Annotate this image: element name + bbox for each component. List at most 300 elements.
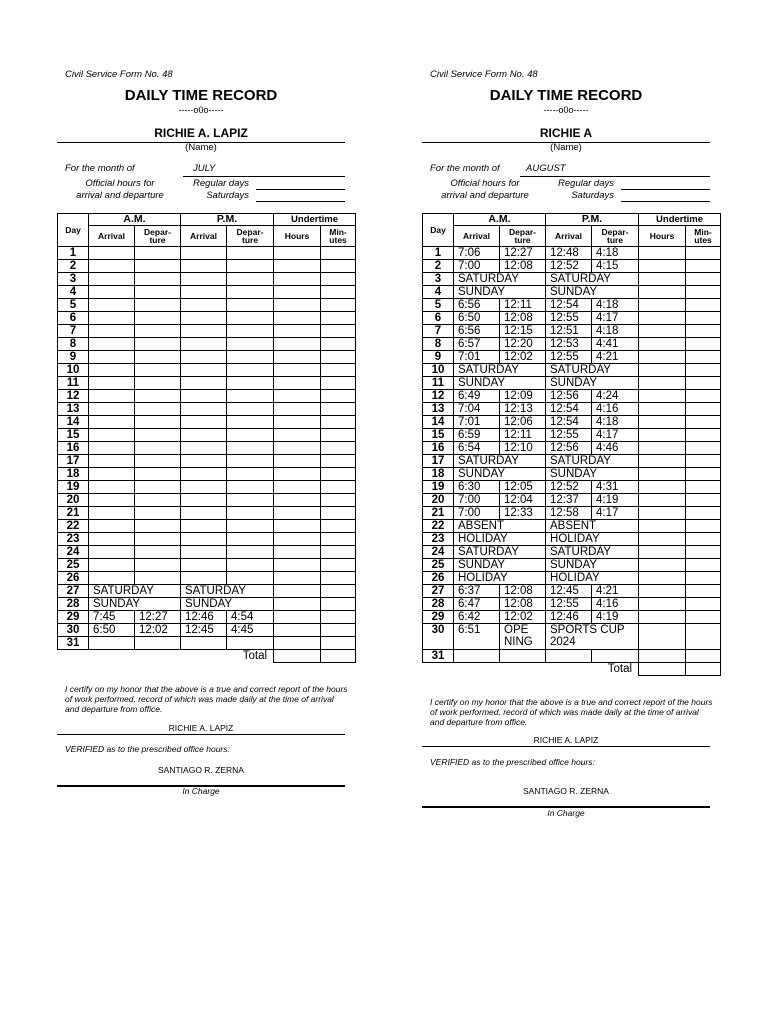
am-departure (135, 364, 181, 377)
am-arrival (89, 273, 135, 286)
am-departure: 12:10 (500, 442, 546, 455)
am-departure (135, 572, 181, 585)
am-departure (135, 559, 181, 572)
pm-arrival: 12:45 (546, 585, 592, 598)
pm-arrival: 12:48 (546, 247, 592, 260)
pm-remark: SUNDAY (546, 377, 639, 390)
undertime-minutes (686, 338, 721, 351)
table-row (423, 559, 721, 572)
table-row (58, 637, 356, 650)
am-departure (135, 286, 181, 299)
am-departure: 12:27 (500, 247, 546, 260)
table-row (58, 507, 356, 520)
table-row (423, 650, 721, 663)
undertime-hours (639, 559, 686, 572)
day-number: 24 (423, 546, 454, 559)
pm-arrival (181, 455, 227, 468)
name-caption: (Name) (550, 142, 582, 153)
table-row (423, 468, 721, 481)
am-remark: SATURDAY (89, 585, 181, 598)
day-number: 16 (423, 442, 454, 455)
am-arrival (89, 533, 135, 546)
undertime-minutes (321, 390, 356, 403)
day-number: 30 (58, 624, 89, 637)
am-remark: ABSENT (454, 520, 546, 533)
am-departure: 12:09 (500, 390, 546, 403)
undertime-minutes (686, 624, 721, 650)
am-departure (135, 273, 181, 286)
pm-arrival: 12:52 (546, 481, 592, 494)
pm-arrival-header: Arrival (181, 226, 227, 247)
table-row (423, 442, 721, 455)
am-departure (135, 442, 181, 455)
table-row (423, 494, 721, 507)
am-arrival: 7:00 (454, 507, 500, 520)
am-departure (135, 468, 181, 481)
pm-arrival (181, 299, 227, 312)
table-row (58, 351, 356, 364)
table-row (58, 325, 356, 338)
am-departure (135, 533, 181, 546)
pm-departure (227, 273, 274, 286)
pm-arrival (181, 572, 227, 585)
undertime-minutes (321, 624, 356, 637)
undertime-minutes (686, 520, 721, 533)
pm-departure (227, 507, 274, 520)
undertime-minutes (321, 559, 356, 572)
pm-departure: 4:45 (227, 624, 274, 637)
undertime-hours (639, 273, 686, 286)
undertime-minutes (321, 637, 356, 650)
undertime-hours (639, 403, 686, 416)
undertime-hours (274, 338, 321, 351)
undertime-hours (274, 533, 321, 546)
am-departure: 12:08 (500, 260, 546, 273)
am-departure (135, 494, 181, 507)
table-row (58, 585, 356, 598)
undertime-hours (639, 247, 686, 260)
undertime-minutes (686, 429, 721, 442)
am-departure (135, 520, 181, 533)
day-number: 5 (423, 299, 454, 312)
am-remark: SUNDAY (89, 598, 181, 611)
pm-departure (227, 325, 274, 338)
am-arrival (89, 468, 135, 481)
undertime-hours (639, 364, 686, 377)
undertime-hours-header: Hours (639, 226, 686, 247)
pm-departure: 4:16 (592, 598, 639, 611)
pm-arrival: 12:51 (546, 325, 592, 338)
undertime-hours (639, 416, 686, 429)
day-number: 4 (58, 286, 89, 299)
am-departure: 12:20 (500, 338, 546, 351)
am-arrival (89, 494, 135, 507)
undertime-hours (274, 624, 321, 637)
undertime-hours (274, 364, 321, 377)
total-label: Total (423, 663, 639, 676)
undertime-hours (639, 611, 686, 624)
pm-departure: 4:21 (592, 351, 639, 364)
total-minutes (686, 663, 721, 676)
title-separator: -----o0o----- (543, 105, 589, 115)
am-arrival: 6:59 (454, 429, 500, 442)
undertime-minutes (686, 286, 721, 299)
pm-header: P.M. (546, 214, 639, 226)
am-departure (135, 455, 181, 468)
undertime-minutes-header (321, 226, 356, 247)
undertime-hours (639, 299, 686, 312)
pm-departure: 4:24 (592, 390, 639, 403)
month-value: JULY (193, 163, 216, 174)
month-underline (183, 176, 345, 177)
table-row (423, 546, 721, 559)
form-number: Civil Service Form No. 48 (430, 69, 538, 80)
pm-departure (227, 351, 274, 364)
undertime-hours (274, 637, 321, 650)
am-arrival: 6:30 (454, 481, 500, 494)
pm-arrival: 12:58 (546, 507, 592, 520)
undertime-minutes (321, 520, 356, 533)
pm-arrival (181, 403, 227, 416)
pm-arrival (181, 559, 227, 572)
am-arrival: 6:42 (454, 611, 500, 624)
pm-departure: 4:18 (592, 247, 639, 260)
pm-departure: 4:19 (592, 611, 639, 624)
day-number: 7 (423, 325, 454, 338)
day-number: 29 (58, 611, 89, 624)
undertime-minutes-header-line-1: Min- (694, 226, 712, 237)
pm-remark: SUNDAY (546, 559, 639, 572)
supervisor-name: SANTIAGO R. ZERNA (158, 765, 244, 775)
table-row (58, 468, 356, 481)
am-arrival (89, 338, 135, 351)
table-row (423, 520, 721, 533)
pm-departure (227, 364, 274, 377)
table-row (58, 546, 356, 559)
day-number: 24 (58, 546, 89, 559)
pm-arrival: 12:54 (546, 403, 592, 416)
table-row (423, 507, 721, 520)
am-arrival: 6:37 (454, 585, 500, 598)
day-number: 29 (423, 611, 454, 624)
am-remark: SUNDAY (454, 377, 546, 390)
am-departure: 12:05 (500, 481, 546, 494)
table-row (58, 455, 356, 468)
am-departure (135, 299, 181, 312)
form-number: Civil Service Form No. 48 (65, 69, 173, 80)
undertime-hours (274, 312, 321, 325)
pm-remark: SUNDAY (181, 598, 274, 611)
pm-departure (227, 546, 274, 559)
pm-arrival (181, 494, 227, 507)
pm-arrival (181, 286, 227, 299)
total-minutes (321, 650, 356, 663)
table-row (423, 455, 721, 468)
table-row (58, 481, 356, 494)
am-remark: SATURDAY (454, 546, 546, 559)
pm-departure: 4:16 (592, 403, 639, 416)
pm-departure (227, 377, 274, 390)
am-arrival (89, 390, 135, 403)
day-number: 6 (58, 312, 89, 325)
table-row (58, 572, 356, 585)
am-departure (135, 377, 181, 390)
undertime-minutes (321, 572, 356, 585)
day-number: 16 (58, 442, 89, 455)
pm-departure: 4:19 (592, 494, 639, 507)
table-row (423, 481, 721, 494)
day-number: 3 (423, 273, 454, 286)
table-row (423, 611, 721, 624)
undertime-minutes (686, 377, 721, 390)
pm-arrival (181, 481, 227, 494)
table-row (58, 520, 356, 533)
day-number: 11 (58, 377, 89, 390)
pm-arrival (546, 650, 592, 663)
undertime-hours (274, 507, 321, 520)
pm-remark: HOLIDAY (546, 572, 639, 585)
day-number: 5 (58, 299, 89, 312)
pm-departure: 4:21 (592, 585, 639, 598)
pm-departure-header-line-1: Depar- (236, 226, 264, 237)
am-arrival (454, 650, 500, 663)
day-number: 14 (58, 416, 89, 429)
day-number: 26 (58, 572, 89, 585)
am-departure (135, 325, 181, 338)
undertime-hours (639, 546, 686, 559)
day-number: 17 (58, 455, 89, 468)
pm-remark: SATURDAY (546, 273, 639, 286)
am-arrival: 6:56 (454, 325, 500, 338)
day-number: 1 (58, 247, 89, 260)
pm-departure (227, 247, 274, 260)
regular-days-line (256, 189, 345, 190)
undertime-minutes (686, 585, 721, 598)
pm-departure: 4:46 (592, 442, 639, 455)
day-number: 9 (423, 351, 454, 364)
undertime-hours (274, 273, 321, 286)
undertime-hours (639, 468, 686, 481)
am-remark: HOLIDAY (454, 533, 546, 546)
am-departure: 12:08 (500, 598, 546, 611)
undertime-hours (274, 325, 321, 338)
table-row (423, 299, 721, 312)
undertime-hours (639, 455, 686, 468)
undertime-minutes (686, 299, 721, 312)
am-arrival (89, 247, 135, 260)
am-arrival (89, 325, 135, 338)
day-number: 14 (423, 416, 454, 429)
pm-header: P.M. (181, 214, 274, 226)
regular-days-line (621, 189, 710, 190)
cell-text-line: OPE (504, 624, 529, 636)
pm-remark: SUNDAY (546, 468, 639, 481)
am-departure (135, 546, 181, 559)
pm-arrival: 12:37 (546, 494, 592, 507)
undertime-hours (274, 611, 321, 624)
pm-arrival (181, 390, 227, 403)
pm-arrival (181, 325, 227, 338)
undertime-minutes (321, 533, 356, 546)
undertime-minutes (686, 533, 721, 546)
undertime-minutes (321, 585, 356, 598)
table-row (58, 299, 356, 312)
undertime-minutes (321, 351, 356, 364)
undertime-minutes (321, 325, 356, 338)
table-row (423, 624, 721, 650)
day-number: 13 (58, 403, 89, 416)
pm-arrival: 12:53 (546, 338, 592, 351)
pm-departure (227, 312, 274, 325)
am-arrival: 7:01 (454, 351, 500, 364)
table-row (58, 611, 356, 624)
undertime-hours (274, 559, 321, 572)
undertime-minutes (321, 312, 356, 325)
am-remark: SUNDAY (454, 559, 546, 572)
day-number: 19 (423, 481, 454, 494)
undertime-minutes (321, 260, 356, 273)
undertime-minutes (686, 468, 721, 481)
undertime-header: Undertime (639, 214, 721, 226)
undertime-minutes (686, 598, 721, 611)
undertime-hours (639, 494, 686, 507)
day-number: 26 (423, 572, 454, 585)
undertime-minutes (321, 442, 356, 455)
am-arrival: 7:00 (454, 260, 500, 273)
pm-remark: SATURDAY (181, 585, 274, 598)
am-remark: SUNDAY (454, 468, 546, 481)
table-row (58, 286, 356, 299)
verified-text: VERIFIED as to the prescribed office hours: (65, 744, 230, 754)
pm-departure (227, 455, 274, 468)
table-row (423, 416, 721, 429)
am-arrival (89, 455, 135, 468)
am-departure (500, 624, 546, 650)
pm-arrival: 12:54 (546, 416, 592, 429)
day-number: 20 (58, 494, 89, 507)
undertime-minutes (321, 364, 356, 377)
undertime-minutes (321, 403, 356, 416)
undertime-minutes (321, 546, 356, 559)
day-number: 27 (423, 585, 454, 598)
undertime-hours (639, 429, 686, 442)
form-title: DAILY TIME RECORD (124, 87, 278, 104)
day-number: 10 (58, 364, 89, 377)
am-departure: 12:11 (500, 429, 546, 442)
am-arrival (89, 507, 135, 520)
form-title: DAILY TIME RECORD (489, 87, 643, 104)
pm-arrival: 12:55 (546, 429, 592, 442)
undertime-hours (274, 351, 321, 364)
table-row (58, 312, 356, 325)
undertime-minutes (321, 416, 356, 429)
pm-arrival: 12:46 (181, 611, 227, 624)
undertime-minutes (686, 351, 721, 364)
day-number: 3 (58, 273, 89, 286)
am-departure-header (135, 226, 181, 247)
table-row (423, 598, 721, 611)
undertime-hours (274, 481, 321, 494)
undertime-hours (274, 546, 321, 559)
am-departure (135, 481, 181, 494)
am-arrival: 6:57 (454, 338, 500, 351)
undertime-minutes-header (686, 226, 721, 247)
am-header: A.M. (89, 214, 181, 226)
pm-arrival: 12:52 (546, 260, 592, 273)
undertime-minutes (321, 481, 356, 494)
undertime-hours (274, 377, 321, 390)
month-value: AUGUST (526, 163, 566, 174)
regular-days-label: Regular days (193, 178, 249, 189)
am-header: A.M. (454, 214, 546, 226)
undertime-minutes (686, 260, 721, 273)
pm-arrival: 12:55 (546, 351, 592, 364)
am-arrival: 6:50 (454, 312, 500, 325)
am-departure (135, 247, 181, 260)
am-departure-header-line-2: ture (514, 235, 531, 245)
am-departure (500, 650, 546, 663)
undertime-minutes (686, 507, 721, 520)
undertime-minutes (686, 312, 721, 325)
day-number: 12 (423, 390, 454, 403)
am-remark: SUNDAY (454, 286, 546, 299)
day-column-header: Day (58, 214, 89, 247)
am-arrival (89, 416, 135, 429)
pm-remark: SATURDAY (546, 364, 639, 377)
cell-text-line: SPORTS CUP (550, 624, 625, 636)
day-number: 18 (58, 468, 89, 481)
day-number: 23 (423, 533, 454, 546)
pm-arrival (181, 377, 227, 390)
undertime-minutes (321, 429, 356, 442)
pm-arrival (181, 546, 227, 559)
verified-text: VERIFIED as to the prescribed office hours: (430, 757, 595, 767)
certification-text: I certify on my honor that the above is a true and correct report of the hours of work performed, record of which was made daily at the time of arrival and departure from office. (430, 697, 713, 727)
undertime-hours (639, 377, 686, 390)
day-number: 27 (58, 585, 89, 598)
am-arrival (89, 637, 135, 650)
undertime-minutes (686, 455, 721, 468)
pm-remark: SATURDAY (546, 455, 639, 468)
employee-signature-name: RICHIE A. LAPIZ (533, 735, 599, 745)
employee-name: RICHIE A (539, 126, 593, 140)
undertime-hours (639, 286, 686, 299)
pm-arrival (181, 312, 227, 325)
pm-departure (227, 442, 274, 455)
saturdays-label: Saturdays (206, 190, 249, 201)
pm-remark: HOLIDAY (546, 533, 639, 546)
pm-departure (227, 338, 274, 351)
pm-departure (227, 416, 274, 429)
table-row (423, 403, 721, 416)
am-arrival: 6:47 (454, 598, 500, 611)
am-arrival: 6:50 (89, 624, 135, 637)
undertime-hours (639, 585, 686, 598)
day-number: 25 (423, 559, 454, 572)
pm-departure (227, 637, 274, 650)
table-row (58, 416, 356, 429)
am-departure: 12:02 (135, 624, 181, 637)
undertime-minutes (686, 442, 721, 455)
am-departure: 12:08 (500, 585, 546, 598)
am-departure: 12:08 (500, 312, 546, 325)
day-number: 2 (423, 260, 454, 273)
am-departure (135, 390, 181, 403)
undertime-minutes (321, 286, 356, 299)
pm-departure: 4:17 (592, 429, 639, 442)
undertime-hours (639, 624, 686, 650)
day-number: 17 (423, 455, 454, 468)
